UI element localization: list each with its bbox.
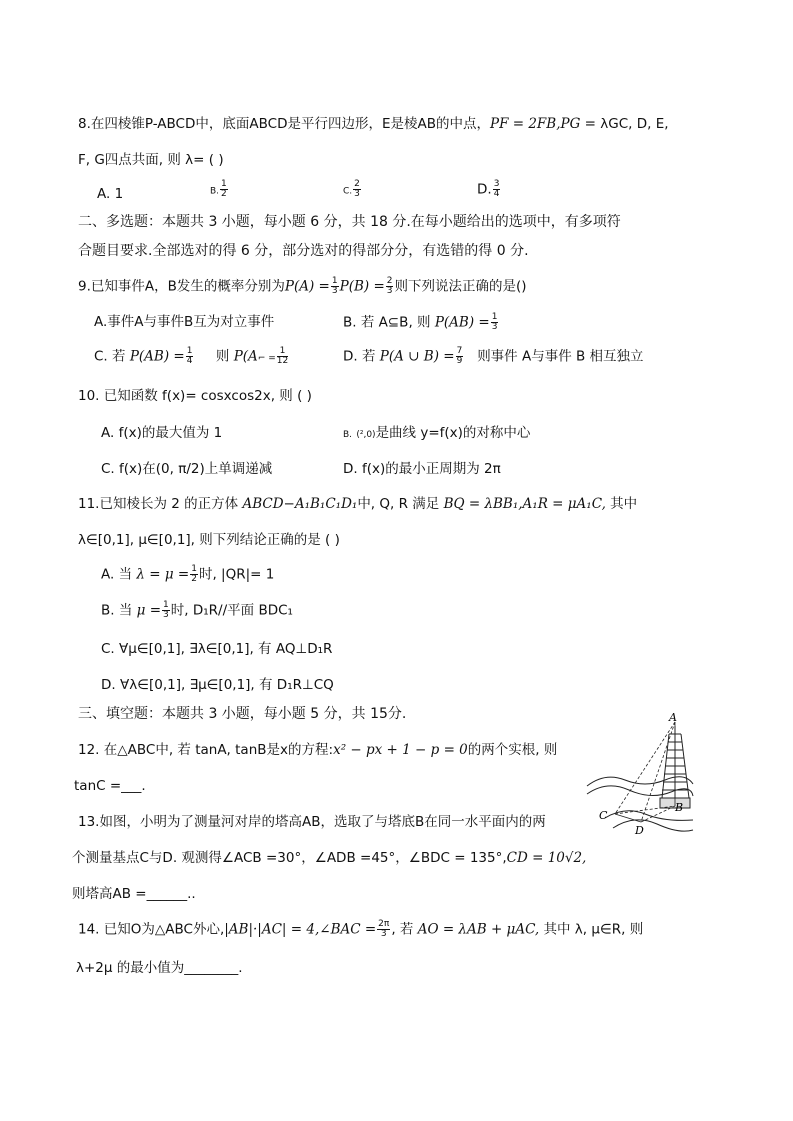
section2-heading-line1: 二、多选题：本题共 3 小题，每小题 6 分，共 18 分.在每小题给出的选项中，有多项符 [78, 214, 621, 230]
q8-option-d: D. $\frac{3}{4}$ [477, 179, 500, 199]
measurement-lines [615, 722, 675, 822]
point-d-label: D [635, 824, 644, 837]
q9-option-d: D. 若 P(A ∪ B) = $\frac{7}{9}$ 则事件 A与事件 B 相互独立 [343, 346, 644, 366]
q14-stem-line2: λ+2μ 的最小值为________. [76, 960, 243, 976]
q11-stem-line1: 11.已知棱长为 2 的正方体 ABCD−A₁B₁C₁D₁中, Q, R 满足 BQ = λBB₁,A₁R = μA₁C, 其中 [78, 496, 638, 512]
q11-option-d: D. ∀λ∈[0,1], ∃μ∈[0,1], 有 D₁R⊥CQ [101, 677, 334, 693]
point-c-label: C [599, 809, 608, 822]
q8-option-a: A. 1 [97, 186, 124, 202]
q13-line3: 则塔高AB =______.. [72, 886, 196, 902]
q11-option-b: B. 当 μ = $\frac{1}{3}$ 时, D₁R//平面 BDC₁ [101, 600, 293, 620]
q10-option-a: A. f(x)的最大值为 1 [101, 425, 223, 441]
q9-option-b: B. 若 A⊆B, 则 P(AB) = $\frac{1}{3}$ [343, 312, 498, 332]
q8-option-b: B. $\frac{1}{2}$ [210, 179, 227, 199]
q10-stem: 10. 已知函数 f(x)= cosxcos2x, 则 ( ) [78, 388, 312, 404]
q13-line2: 个测量基点C与D. 观测得∠ACB =30°，∠ADB =45°，∠BDC = 135°,CD = 10√2, [72, 850, 587, 866]
q8-option-c: C. $\frac{2}{3}$ [343, 179, 360, 199]
q12-stem-line1: 12. 在△ABC中, 若 tanA, tanB是x的方程:x² − px + 1 − p = 0的两个实根, 则 [78, 742, 558, 758]
q11-option-c: C. ∀μ∈[0,1], ∃λ∈[0,1], 有 AQ⊥D₁R [101, 641, 333, 657]
q10-option-d: D. f(x)的最小正周期为 2π [343, 461, 501, 477]
q14-stem-line1: 14. 已知O为△ABC外心,|AB|·|AC| = 4,∠BAC = $\frac{2\pi}{3}$ , 若 AO = λAB + μAC, 其中 λ, μ∈R, 则 [78, 919, 644, 939]
tower-figure [585, 710, 697, 838]
q11-option-a: A. 当 λ = μ = $\frac{1}{2}$ 时, |QR|= 1 [101, 564, 275, 584]
q10-option-c: C. f(x)在(0, π/2)上单调递减 [101, 461, 273, 477]
q9-option-a: A.事件A与事件B互为对立事件 [94, 314, 275, 330]
q11-stem-line2: λ∈[0,1], μ∈[0,1], 则下列结论正确的是 ( ) [78, 532, 340, 548]
section2-heading-line2: 合题目要求.全部选对的得 6 分，部分选对的得部分分，有选错的得 0 分. [78, 243, 529, 259]
q8-line2: F, G四点共面, 则 λ= ( ) [78, 152, 224, 168]
q10-option-b: B. (²,0)是曲线 y=f(x)的对称中心 [343, 425, 531, 441]
section3-heading: 三、填空题：本题共 3 小题，每小题 5 分，共 15分. [78, 706, 407, 722]
q9-stem: 9.已知事件A，B发生的概率分别为P(A) = $\frac{1}{3}$ P(B) = $\frac{2}{3}$ 则下列说法正确的是() [78, 276, 527, 296]
point-b-label: B [675, 801, 684, 814]
q8-line1: 8.在四棱锥P-ABCD中，底面ABCD是平行四边形，E是棱AB的中点，PF = 2FB,PG = λGC, D, E, [78, 116, 669, 132]
q9-option-c: C. 若 P(AB) = $\frac{1}{4}$ 则 P(A⌐ = $\frac{1}{12}$ [94, 346, 289, 366]
q13-line1: 13.如图，小明为了测量河对岸的塔高AB，选取了与塔底B在同一水平面内的两 [78, 814, 546, 830]
q12-stem-line2: tanC =___. [74, 778, 146, 794]
point-a-label: A [669, 711, 677, 724]
